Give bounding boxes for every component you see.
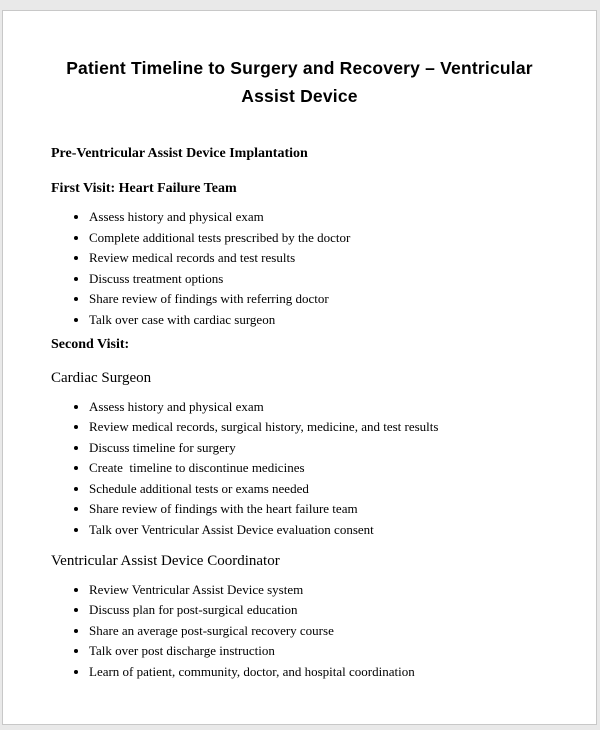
list-item: • Schedule additional tests or exams needed (89, 482, 556, 495)
subheading-vad-coordinator: Ventricular Assist Device Coordinator (51, 552, 280, 569)
list-item: • Share an average post-surgical recovery course (89, 624, 556, 637)
subheading-cardiac-surgeon: Cardiac Surgeon (51, 369, 152, 386)
first-visit-list (51, 210, 556, 326)
list-item: • Talk over case with cardiac surgeon (89, 313, 556, 326)
document-title-line-1: Patient Timeline to Surgery and Recovery – Ventricular (66, 58, 533, 78)
document-page (2, 10, 597, 725)
vad-coordinator-list (51, 583, 556, 678)
section-heading-second-visit: Second Visit: (51, 336, 130, 352)
list-item: • Assess history and physical exam (89, 210, 556, 223)
list-item: • Review Ventricular Assist Device system (89, 583, 556, 596)
list-item: • Create timeline to discontinue medicines (89, 461, 556, 474)
section-heading-first-visit: First Visit: Heart Failure Team (51, 181, 237, 196)
list-item: • Share review of findings with the heart failure team (89, 502, 556, 515)
list-item: • Discuss plan for post-surgical education (89, 603, 556, 616)
list-item: • Talk over Ventricular Assist Device evaluation consent (89, 523, 556, 536)
document-body (3, 146, 596, 678)
list-item: • Review medical records, surgical history, medicine, and test results (89, 420, 556, 433)
list-item: • Learn of patient, community, doctor, and hospital coordination (89, 665, 556, 678)
list-item: • Talk over post discharge instruction (89, 644, 556, 657)
document-title (3, 54, 596, 110)
document-title-line-2: Assist Device (241, 86, 358, 106)
list-item: • Discuss timeline for surgery (89, 441, 556, 454)
list-item: • Share review of findings with referring doctor (89, 292, 556, 305)
list-item: • Review medical records and test results (89, 251, 556, 264)
cardiac-surgeon-list (51, 400, 556, 536)
list-item: • Discuss treatment options (89, 272, 556, 285)
list-item: • Assess history and physical exam (89, 400, 556, 413)
list-item: • Complete additional tests prescribed by the doctor (89, 231, 556, 244)
section-heading-pre-implantation: Pre-Ventricular Assist Device Implantation (51, 146, 308, 161)
